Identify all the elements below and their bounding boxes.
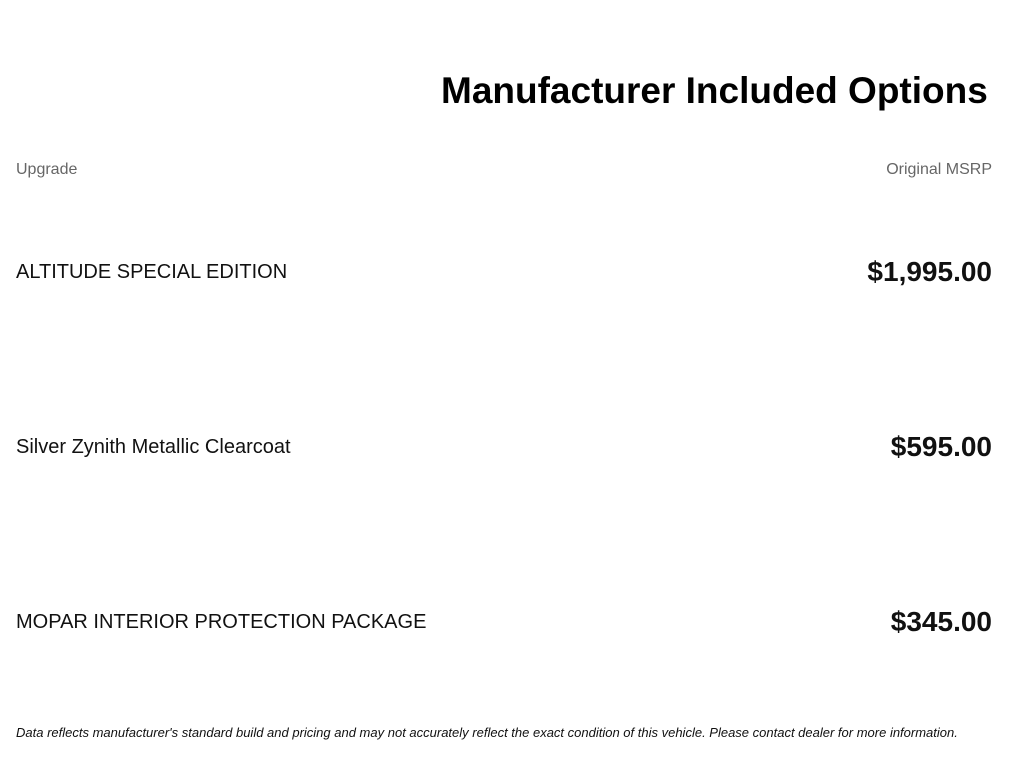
column-header-original-msrp: Original MSRP [886, 161, 992, 178]
page-title: Manufacturer Included Options [441, 69, 988, 111]
option-row [16, 602, 992, 642]
option-row [16, 252, 992, 292]
option-name: MOPAR INTERIOR PROTECTION PACKAGE [16, 611, 427, 633]
column-header-upgrade: Upgrade [16, 161, 78, 178]
option-price: $345.00 [890, 606, 992, 637]
option-name: Silver Zynith Metallic Clearcoat [16, 436, 291, 458]
option-name: ALTITUDE SPECIAL EDITION [16, 261, 288, 283]
disclaimer-text: Data reflects manufacturer's standard build and pricing and may not accurately reflect the exact condition of this vehicle. Please contact dealer for more information. [16, 725, 958, 740]
option-price: $595.00 [890, 431, 992, 462]
option-row [16, 427, 992, 467]
option-price: $1,995.00 [867, 256, 992, 287]
